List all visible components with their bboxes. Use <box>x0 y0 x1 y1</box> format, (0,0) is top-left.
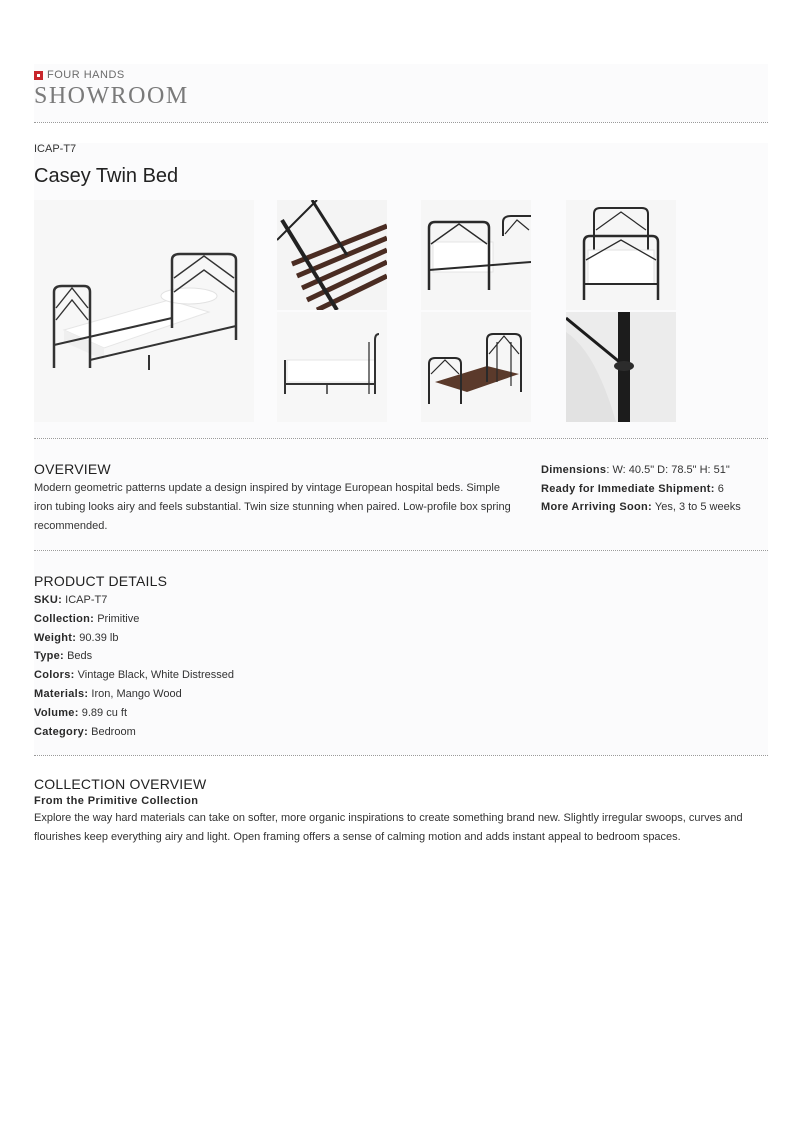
gallery-image-slats[interactable] <box>277 200 387 310</box>
brand-name: FOUR HANDS <box>47 69 125 81</box>
product-details-section <box>34 551 768 755</box>
bed-angle-image <box>34 200 254 422</box>
image-gallery <box>34 200 768 422</box>
collection-overview-section <box>34 756 768 847</box>
spec-arriving-soon: More Arriving Soon: Yes, 3 to 5 weeks <box>541 501 741 513</box>
product-sku: ICAP-T7 <box>34 143 77 155</box>
header <box>34 64 768 122</box>
bed-front-image <box>566 200 676 310</box>
spec-ready-shipment: Ready for Immediate Shipment: 6 <box>541 482 724 495</box>
detail-row: Materials: Iron, Mango Wood <box>34 687 182 700</box>
product-title: Casey Twin Bed <box>34 165 179 187</box>
gallery-image-front[interactable] <box>566 200 676 310</box>
gallery-image-headboard[interactable] <box>421 200 531 310</box>
collection-subheading: From the Primitive Collection <box>34 795 199 808</box>
bed-frame-image <box>421 312 531 422</box>
brand-square-icon <box>34 71 43 80</box>
details-heading: PRODUCT DETAILS <box>34 573 168 589</box>
gallery-image-post[interactable] <box>566 312 676 422</box>
collection-text: Explore the way hard materials can take on softer, more organic inspirations to create something brand new. Slightly irregular swoops, curves and flourishes keep everything airy and light. Open framing offers a sense of calming motion and adds instant appeal to bedroom spaces. <box>34 812 743 844</box>
detail-row: Collection: Primitive <box>34 612 140 625</box>
detail-row: Type: Beds <box>34 650 93 663</box>
detail-row: Weight: 90.39 lb <box>34 631 119 644</box>
detail-row: SKU: ICAP-T7 <box>34 594 108 606</box>
spec-dimensions: Dimensions: W: 40.5" D: 78.5" H: 51" <box>541 464 730 476</box>
overview-heading: OVERVIEW <box>34 461 111 477</box>
slats-image <box>277 200 387 310</box>
headboard-image <box>421 200 531 310</box>
post-detail-image <box>566 312 676 422</box>
bed-side-image <box>277 312 387 422</box>
divider <box>34 122 768 123</box>
overview-section <box>34 439 768 550</box>
overview-text: Modern geometric patterns update a design inspired by vintage European hospital beds. Simple iron tubing looks airy and feels substantial. Twin size stunning when paired. Low-profile box spring recommended. <box>34 482 511 532</box>
brand-logo[interactable] <box>34 69 125 81</box>
collection-heading: COLLECTION OVERVIEW <box>34 776 207 793</box>
detail-row: Category: Bedroom <box>34 725 136 738</box>
gallery-image-side[interactable] <box>277 312 387 422</box>
detail-row: Volume: 9.89 cu ft <box>34 706 128 719</box>
spec-list <box>541 461 741 536</box>
gallery-image-main[interactable] <box>34 200 254 422</box>
detail-row: Colors: Vintage Black, White Distressed <box>34 669 234 682</box>
page <box>34 0 768 847</box>
gallery-image-frame[interactable] <box>421 312 531 422</box>
product-header <box>34 143 768 438</box>
showroom-title: SHOWROOM <box>34 83 189 109</box>
